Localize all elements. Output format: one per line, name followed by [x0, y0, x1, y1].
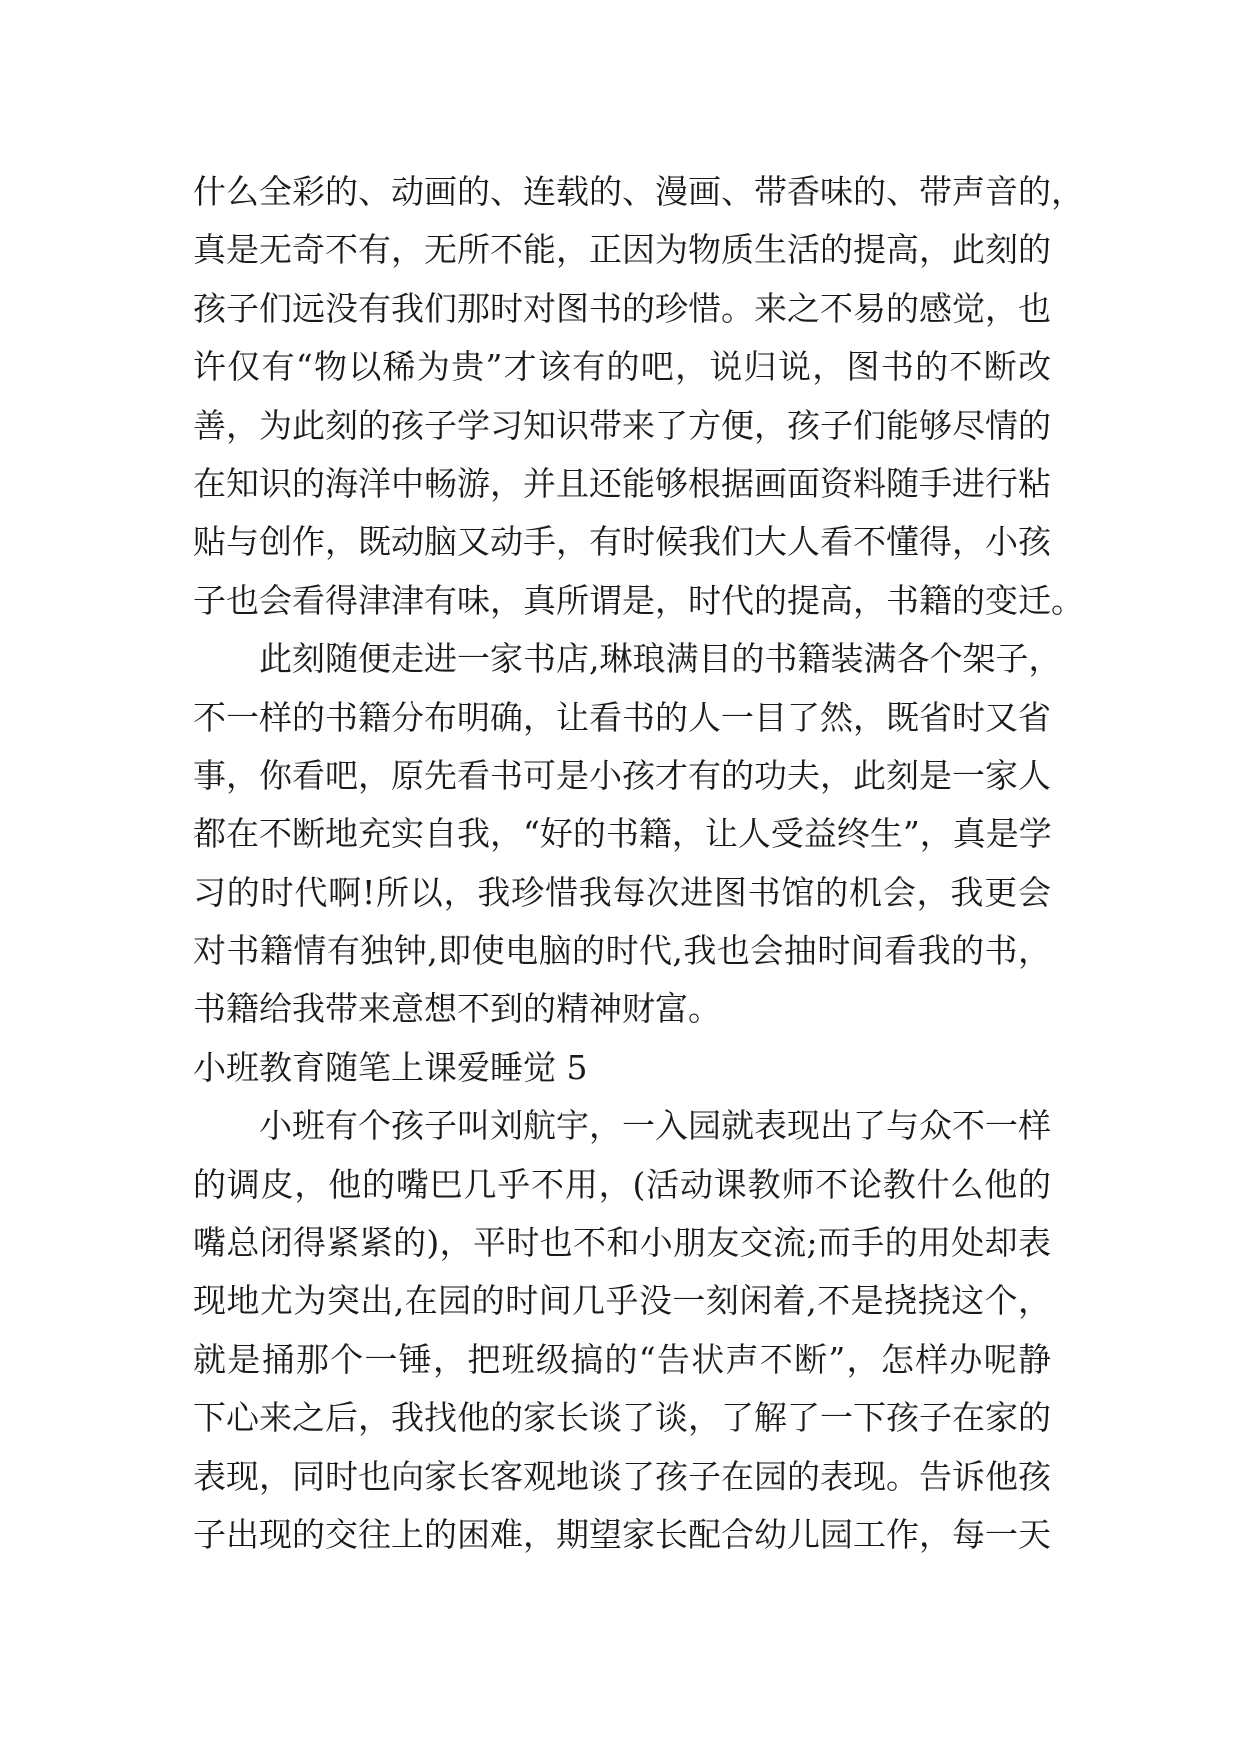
- text-line: 真是无奇不有，无所不能，正因为物质生活的提高，此刻的: [193, 230, 1051, 270]
- text-line: 事，你看吧，原先看书可是小孩才有的功夫，此刻是一家人: [193, 755, 1051, 795]
- text-line: 子出现的交往上的困难，期望家长配合幼儿园工作，每一天: [193, 1514, 1051, 1554]
- text-line: 下心来之后，我找他的家长谈了谈，了解了一下孩子在家的: [193, 1398, 1051, 1438]
- text-line: 孩子们远没有我们那时对图书的珍惜。来之不易的感觉，也: [193, 288, 1051, 328]
- text-line: 此刻随便走进一家书店,琳琅满目的书籍装满各个架子，: [259, 639, 1062, 679]
- text-line: 善，为此刻的孩子学习知识带来了方便，孩子们能够尽情的: [193, 405, 1051, 445]
- document-page: [193, 163, 1084, 1564]
- text-line: 什么全彩的、动画的、连载的、漫画、带香味的、带声音的，: [193, 172, 1084, 211]
- text-line: 小班有个孩子叫刘航宇，一入园就表现出了与众不一样: [259, 1106, 1051, 1146]
- paragraph-3: [193, 1097, 1051, 1564]
- section-heading: 小班教育随笔上课爱睡觉 5: [193, 1047, 588, 1087]
- paragraph-2: [193, 630, 1062, 1039]
- text-line: 书籍给我带来意想不到的精神财富。: [193, 989, 721, 1029]
- text-line: 嘴总闭得紧紧的)，平时也不和小朋友交流;而手的用处却表: [193, 1223, 1051, 1263]
- paragraph-1: [193, 163, 1084, 630]
- text-line: 许仅有“物以稀为贵”才该有的吧，说归说，图书的不断改: [193, 347, 1051, 387]
- text-line: 习的时代啊!所以，我珍惜我每次进图书馆的机会，我更会: [193, 872, 1051, 912]
- text-line: 对书籍情有独钟,即使电脑的时代,我也会抽时间看我的书，: [193, 931, 1051, 971]
- text-line: 都在不断地充实自我，“好的书籍，让人受益终生”，真是学: [193, 814, 1052, 854]
- text-line: 就是捅那个一锤，把班级搞的“告状声不断”，怎样办呢静: [193, 1339, 1051, 1379]
- text-line: 子也会看得津津有味，真所谓是，时代的提高，书籍的变迁。: [193, 580, 1084, 620]
- text-line: 不一样的书籍分布明确，让看书的人一目了然，既省时又省: [193, 697, 1051, 737]
- text-line: 贴与创作，既动脑又动手，有时候我们大人看不懂得，小孩: [193, 522, 1051, 562]
- text-line: 现地尤为突出,在园的时间几乎没一刻闲着,不是挠挠这个，: [193, 1281, 1051, 1321]
- text-line: 表现，同时也向家长客观地谈了孩子在园的表现。告诉他孩: [193, 1456, 1051, 1496]
- text-line: 在知识的海洋中畅游，并且还能够根据画面资料随手进行粘: [193, 463, 1051, 503]
- text-line: 的调皮，他的嘴巴几乎不用，(活动课教师不论教什么他的: [193, 1164, 1051, 1204]
